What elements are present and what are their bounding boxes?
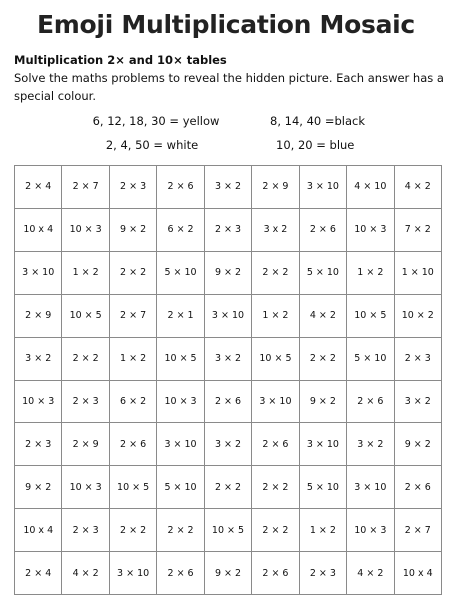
mosaic-cell[interactable]: 3 × 10 (252, 381, 299, 424)
mosaic-cell[interactable]: 10 x 4 (15, 209, 62, 252)
mosaic-cell[interactable]: 5 × 10 (347, 338, 394, 381)
mosaic-cell[interactable]: 9 × 2 (15, 466, 62, 509)
mosaic-cell[interactable]: 2 × 2 (62, 338, 109, 381)
mosaic-cell[interactable]: 10 × 5 (347, 295, 394, 338)
mosaic-cell[interactable]: 10 x 4 (15, 509, 62, 552)
mosaic-cell[interactable]: 3 × 10 (205, 295, 252, 338)
mosaic-cell[interactable]: 10 × 3 (62, 466, 109, 509)
mosaic-cell[interactable]: 2 × 3 (205, 209, 252, 252)
mosaic-cell[interactable]: 5 × 10 (157, 252, 204, 295)
mosaic-cell[interactable]: 4 × 2 (62, 552, 109, 595)
mosaic-cell[interactable]: 2 × 6 (110, 423, 157, 466)
mosaic-cell[interactable]: 2 × 6 (300, 209, 347, 252)
mosaic-cell[interactable]: 2 × 9 (15, 295, 62, 338)
mosaic-cell[interactable]: 6 × 2 (157, 209, 204, 252)
worksheet-title: Emoji Multiplication Mosaic (37, 10, 415, 39)
mosaic-grid (14, 165, 442, 595)
colour-key-white: 2, 4, 50 = white (105, 138, 199, 152)
mosaic-cell[interactable]: 2 × 6 (252, 423, 299, 466)
mosaic-cell[interactable]: 4 × 2 (395, 166, 442, 209)
mosaic-cell[interactable]: 6 × 2 (110, 381, 157, 424)
mosaic-cell[interactable]: 1 × 10 (395, 252, 442, 295)
mosaic-cell[interactable]: 10 × 5 (110, 466, 157, 509)
colour-key-black: 8, 14, 40 =black (270, 114, 366, 128)
mosaic-cell[interactable]: 2 × 2 (252, 252, 299, 295)
mosaic-cell[interactable]: 2 × 3 (110, 166, 157, 209)
mosaic-cell[interactable]: 10 × 3 (157, 381, 204, 424)
mosaic-cell[interactable]: 2 × 6 (157, 166, 204, 209)
mosaic-cell[interactable]: 2 × 2 (110, 509, 157, 552)
mosaic-cell[interactable]: 9 × 2 (205, 552, 252, 595)
mosaic-cell[interactable]: 2 × 6 (157, 552, 204, 595)
mosaic-cell[interactable]: 10 × 3 (347, 209, 394, 252)
mosaic-cell[interactable]: 2 × 3 (62, 509, 109, 552)
mosaic-cell[interactable]: 3 × 2 (395, 381, 442, 424)
mosaic-cell[interactable]: 2 × 6 (252, 552, 299, 595)
mosaic-cell[interactable]: 1 × 2 (347, 252, 394, 295)
mosaic-cell[interactable]: 5 × 10 (300, 466, 347, 509)
mosaic-cell[interactable]: 4 × 10 (347, 166, 394, 209)
mosaic-cell[interactable]: 9 × 2 (395, 423, 442, 466)
mosaic-cell[interactable]: 1 × 2 (62, 252, 109, 295)
mosaic-cell[interactable]: 2 × 6 (395, 466, 442, 509)
mosaic-cell[interactable]: 3 × 2 (347, 423, 394, 466)
mosaic-cell[interactable]: 2 × 2 (252, 466, 299, 509)
mosaic-cell[interactable]: 3 x 2 (252, 209, 299, 252)
mosaic-cell[interactable]: 3 × 10 (15, 252, 62, 295)
mosaic-cell[interactable]: 4 × 2 (347, 552, 394, 595)
mosaic-cell[interactable]: 1 × 2 (300, 509, 347, 552)
mosaic-cell[interactable]: 5 × 10 (157, 466, 204, 509)
colour-key-yellow: 6, 12, 18, 30 = yellow (92, 114, 220, 128)
mosaic-cell[interactable]: 1 × 2 (110, 338, 157, 381)
mosaic-cell[interactable]: 2 × 4 (15, 552, 62, 595)
mosaic-cell[interactable]: 10 × 2 (395, 295, 442, 338)
mosaic-cell[interactable]: 3 × 10 (300, 423, 347, 466)
mosaic-cell[interactable]: 2 × 3 (15, 423, 62, 466)
mosaic-cell[interactable]: 2 × 6 (347, 381, 394, 424)
mosaic-cell[interactable]: 10 × 5 (62, 295, 109, 338)
mosaic-cell[interactable]: 3 × 10 (300, 166, 347, 209)
mosaic-cell[interactable]: 10 × 3 (347, 509, 394, 552)
mosaic-cell[interactable]: 9 × 2 (205, 252, 252, 295)
mosaic-cell[interactable]: 2 × 2 (300, 338, 347, 381)
mosaic-cell[interactable]: 7 × 2 (395, 209, 442, 252)
mosaic-cell[interactable]: 10 × 5 (205, 509, 252, 552)
mosaic-cell[interactable]: 2 × 1 (157, 295, 204, 338)
mosaic-cell[interactable]: 1 × 2 (252, 295, 299, 338)
mosaic-cell[interactable]: 2 × 6 (205, 381, 252, 424)
mosaic-cell[interactable]: 2 × 3 (62, 381, 109, 424)
mosaic-cell[interactable]: 2 × 3 (395, 338, 442, 381)
mosaic-cell[interactable]: 4 × 2 (300, 295, 347, 338)
mosaic-cell[interactable]: 2 × 4 (15, 166, 62, 209)
mosaic-cell[interactable]: 2 × 7 (62, 166, 109, 209)
mosaic-cell[interactable]: 2 × 2 (205, 466, 252, 509)
mosaic-cell[interactable]: 3 × 2 (15, 338, 62, 381)
mosaic-cell[interactable]: 3 × 10 (110, 552, 157, 595)
mosaic-cell[interactable]: 2 × 9 (62, 423, 109, 466)
mosaic-cell[interactable]: 2 × 7 (395, 509, 442, 552)
mosaic-cell[interactable]: 3 × 10 (347, 466, 394, 509)
mosaic-cell[interactable]: 2 × 3 (300, 552, 347, 595)
colour-key-blue: 10, 20 = blue (276, 138, 355, 152)
mosaic-cell[interactable]: 9 × 2 (300, 381, 347, 424)
mosaic-cell[interactable]: 2 × 2 (157, 509, 204, 552)
mosaic-cell[interactable]: 9 × 2 (110, 209, 157, 252)
mosaic-cell[interactable]: 2 × 7 (110, 295, 157, 338)
worksheet-subtitle: Multiplication 2× and 10× tables (14, 53, 227, 67)
worksheet-instructions: Solve the maths problems to reveal the hidden picture. Each answer has a special colour. (14, 71, 444, 103)
mosaic-cell[interactable]: 10 × 3 (15, 381, 62, 424)
mosaic-cell[interactable]: 10 x 4 (395, 552, 442, 595)
mosaic-cell[interactable]: 3 × 2 (205, 338, 252, 381)
mosaic-cell[interactable]: 2 × 2 (252, 509, 299, 552)
mosaic-cell[interactable]: 10 × 5 (252, 338, 299, 381)
mosaic-cell[interactable]: 3 × 2 (205, 166, 252, 209)
mosaic-cell[interactable]: 10 × 5 (157, 338, 204, 381)
mosaic-cell[interactable]: 10 × 3 (62, 209, 109, 252)
mosaic-cell[interactable]: 5 × 10 (300, 252, 347, 295)
mosaic-cell[interactable]: 2 × 2 (110, 252, 157, 295)
mosaic-cell[interactable]: 3 × 10 (157, 423, 204, 466)
mosaic-cell[interactable]: 3 × 2 (205, 423, 252, 466)
mosaic-cell[interactable]: 2 × 9 (252, 166, 299, 209)
